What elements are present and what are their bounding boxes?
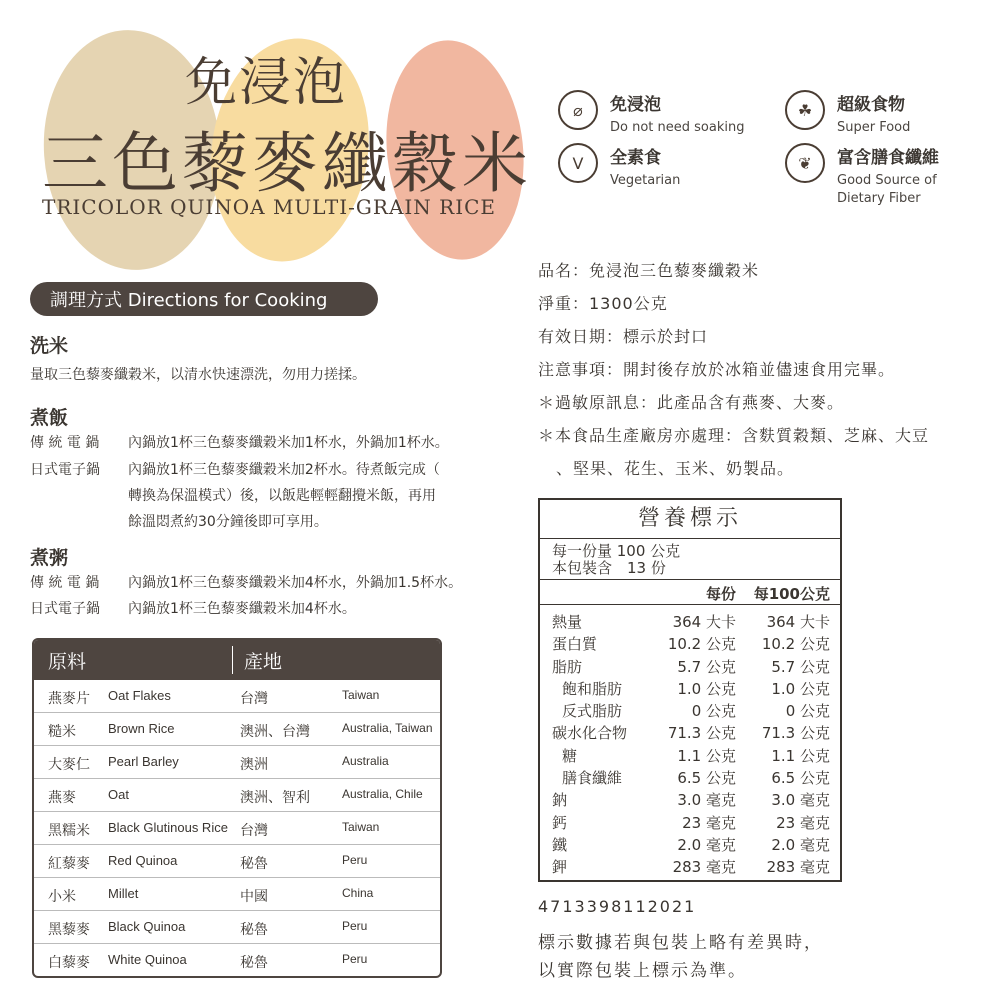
nutrient-name: 飽和脂肪 [562, 679, 623, 698]
value-per-serving: 283 毫克 [672, 858, 736, 877]
porridge-method-1: 傳 統 電 鍋 [30, 575, 100, 591]
col-per-100g: 每100公克 [753, 585, 830, 603]
feature-en: Vegetarian [610, 173, 681, 188]
header-ingredient: 原料 [48, 650, 87, 673]
nutrition-row [540, 722, 840, 744]
value-per-100g: 71.3 公克 [761, 724, 830, 743]
feature-zh: 富含膳食纖維 [837, 148, 939, 168]
caution-text: 注意事項：開封後存放於冰箱並儘速食用完畢。 [538, 360, 896, 379]
origin-en: Australia, Chile [342, 787, 423, 801]
table-row [34, 943, 440, 976]
origin-en: Australia [342, 754, 389, 768]
origin-en: Peru [342, 952, 368, 966]
factory-text-1: ＊本食品生產廠房亦處理：含麩質穀類、芝麻、大豆 [538, 426, 930, 445]
ingredient-en: Oat Flakes [108, 688, 171, 703]
nutrient-name: 膳食纖維 [562, 769, 623, 788]
cook-text-1: 內鍋放1杯三色藜麥纖穀米加1杯水，外鍋加1杯水。 [128, 435, 449, 451]
table-row [34, 778, 440, 811]
feature-fiber [785, 143, 947, 208]
feature-zh: 全素食 [610, 148, 661, 168]
table-row [34, 811, 440, 844]
feature-vegetarian [558, 143, 680, 190]
table-row [34, 910, 440, 943]
leaf-icon: ❦ [785, 143, 825, 183]
value-per-serving: 71.3 公克 [667, 724, 736, 743]
origin-zh: 秘魯 [240, 922, 268, 938]
nutrient-name: 鐵 [552, 835, 568, 854]
header-divider [232, 646, 233, 674]
cook-method-2: 日式電子鍋 [30, 462, 100, 478]
serving-size: 每一份量 100 公克 [552, 542, 681, 560]
value-per-100g: 10.2 公克 [761, 635, 830, 654]
origin-en: Taiwan [342, 820, 380, 834]
origin-zh: 澳洲、台灣 [240, 724, 310, 740]
value-per-serving: 23 毫克 [682, 813, 736, 832]
value-per-100g: 2.0 毫克 [771, 835, 830, 854]
table-row [34, 877, 440, 910]
porridge-text-2: 內鍋放1杯三色藜麥纖穀米加4杯水。 [128, 601, 356, 617]
nutrition-row [540, 789, 840, 811]
title-line-1: 免浸泡 [185, 53, 348, 113]
nutrient-name: 蛋白質 [552, 635, 598, 654]
nutrition-row [540, 812, 840, 834]
ingredient-zh: 燕麥 [48, 790, 76, 806]
ingredient-en: Brown Rice [108, 721, 175, 736]
table-row [34, 680, 440, 712]
value-per-serving: 2.0 毫克 [677, 835, 736, 854]
servings-per-pack: 本包裝含 13 份 [552, 559, 666, 577]
nutrient-name: 鉀 [552, 858, 568, 877]
origin-zh: 澳洲 [240, 757, 268, 773]
nutrient-name: 鈣 [552, 813, 568, 832]
rice-grain-icon: ⌀ [558, 90, 598, 130]
title-line-2: 三色藜麥纖穀米 [42, 125, 532, 202]
ingredient-zh: 燕麥片 [48, 691, 90, 707]
ingredient-en: White Quinoa [108, 952, 187, 967]
nutrition-title: 營養標示 [540, 500, 840, 539]
disclaimer-line-2: 以實際包裝上標示為準。 [538, 961, 747, 981]
nutrition-row [540, 678, 840, 700]
feature-zh: 免浸泡 [610, 95, 661, 115]
nutrition-row [540, 834, 840, 856]
nutrient-name: 脂肪 [552, 657, 583, 676]
ingredient-zh: 小米 [48, 889, 76, 905]
nutrition-rows [540, 605, 840, 879]
nutrition-row [540, 611, 840, 633]
value-per-100g: 5.7 公克 [771, 657, 830, 676]
value-per-serving: 3.0 毫克 [677, 791, 736, 810]
nutrient-name: 熱量 [552, 613, 583, 631]
value-per-serving: 6.5 公克 [677, 769, 736, 788]
nutrition-row [540, 856, 840, 878]
nutrition-columns [540, 580, 840, 605]
value-per-serving: 1.0 公克 [677, 679, 736, 698]
value-per-100g: 0 公克 [785, 702, 830, 721]
ingredient-zh: 糙米 [48, 724, 76, 740]
value-per-serving: 364 大卡 [672, 613, 736, 631]
col-per-serving: 每份 [705, 585, 736, 603]
seedling-icon: ☘ [785, 90, 825, 130]
product-name: 品名：免浸泡三色藜麥纖穀米 [538, 261, 760, 280]
value-per-100g: 1.0 公克 [771, 679, 830, 698]
value-per-serving: 1.1 公克 [677, 746, 736, 765]
nutrition-row [540, 767, 840, 789]
ingredient-en: Black Glutinous Rice [108, 820, 228, 835]
porridge-heading: 煮粥 [30, 547, 69, 569]
value-per-100g: 1.1 公克 [771, 746, 830, 765]
cook-method-1: 傳 統 電 鍋 [30, 435, 100, 451]
table-row [34, 712, 440, 745]
ingredient-en: Pearl Barley [108, 754, 179, 769]
ingredient-en: Oat [108, 787, 129, 802]
allergen-text: ＊過敏原訊息：此產品含有燕麥、大麥。 [538, 393, 845, 412]
nutrition-row [540, 633, 840, 655]
origin-en: Australia, Taiwan [342, 721, 433, 735]
value-per-serving: 0 公克 [691, 702, 736, 721]
origin-en: China [342, 886, 374, 900]
cook-heading: 煮飯 [30, 407, 69, 429]
feature-super-food [785, 90, 910, 137]
directions-title: 調理方式 Directions for Cooking [30, 282, 378, 316]
nutrient-name: 鈉 [552, 791, 568, 810]
origin-en: Peru [342, 853, 368, 867]
cook-text-2: 內鍋放1杯三色藜麥纖穀米加2杯水。待煮飯完成（ [128, 462, 440, 478]
nutrient-name: 糖 [562, 746, 578, 765]
nutrition-row [540, 745, 840, 767]
ingredient-en: Red Quinoa [108, 853, 178, 868]
table-row [34, 745, 440, 778]
value-per-100g: 3.0 毫克 [771, 791, 830, 810]
serving-info [540, 539, 840, 580]
ingredient-zh: 黑藜麥 [48, 922, 90, 938]
ingredient-en: Millet [108, 886, 139, 901]
porridge-method-2: 日式電子鍋 [30, 601, 100, 617]
expiry-date: 有效日期：標示於封口 [538, 327, 709, 346]
factory-text-2: 、堅果、花生、玉米、奶製品。 [556, 459, 795, 478]
value-per-serving: 10.2 公克 [667, 635, 736, 654]
nutrient-name: 碳水化合物 [552, 724, 628, 743]
nutrition-row [540, 656, 840, 678]
nutrition-row [540, 700, 840, 722]
nutrition-facts [538, 498, 842, 882]
value-per-serving: 5.7 公克 [677, 657, 736, 676]
origin-zh: 澳洲、智利 [240, 790, 310, 806]
disclaimer-line-1: 標示數據若與包裝上略有差異時， [538, 933, 823, 953]
origin-zh: 中國 [240, 889, 268, 905]
origin-en: Peru [342, 919, 368, 933]
value-per-100g: 23 毫克 [776, 813, 830, 832]
table-row [34, 844, 440, 877]
feature-en: Super Food [837, 120, 911, 135]
porridge-text-1: 內鍋放1杯三色藜麥纖穀米加4杯水，外鍋加1.5杯水。 [128, 575, 463, 591]
ingredient-zh: 紅藜麥 [48, 856, 90, 872]
origin-zh: 台灣 [240, 691, 268, 707]
value-per-100g: 6.5 公克 [771, 769, 830, 788]
origin-en: Taiwan [342, 688, 380, 702]
origin-zh: 台灣 [240, 823, 268, 839]
ingredient-zh: 白藜麥 [48, 955, 90, 971]
ingredients-header [34, 640, 440, 680]
origin-zh: 秘魯 [240, 856, 268, 872]
ingredient-en: Black Quinoa [108, 919, 186, 934]
header-origin: 產地 [244, 650, 283, 673]
value-per-100g: 364 大卡 [766, 613, 830, 631]
origin-zh: 秘魯 [240, 955, 268, 971]
wash-heading: 洗米 [30, 335, 69, 357]
net-weight: 淨重：1300公克 [538, 294, 668, 313]
cook-text-4: 餘溫悶煮約30分鐘後即可享用。 [128, 514, 328, 530]
wash-text: 量取三色藜麥纖穀米，以清水快速漂洗，勿用力搓揉。 [30, 367, 366, 383]
nutrient-name: 反式脂肪 [562, 702, 623, 721]
ingredient-zh: 大麥仁 [48, 757, 90, 773]
barcode-number: 4713398112021 [538, 897, 697, 916]
cook-text-3: 轉換為保溫模式）後，以飯匙輕輕翻攪米飯，再用 [128, 488, 436, 504]
vegetarian-v-icon: V [558, 143, 598, 183]
feature-no-soaking [558, 90, 744, 137]
feature-zh: 超級食物 [837, 95, 905, 115]
feature-en: Good Source of Dietary Fiber [837, 173, 937, 206]
ingredient-zh: 黑糯米 [48, 823, 90, 839]
value-per-100g: 283 毫克 [766, 858, 830, 877]
title-english: TRICOLOR QUINOA MULTI-GRAIN RICE [42, 195, 497, 219]
ingredients-table [32, 638, 442, 978]
feature-en: Do not need soaking [610, 120, 745, 135]
